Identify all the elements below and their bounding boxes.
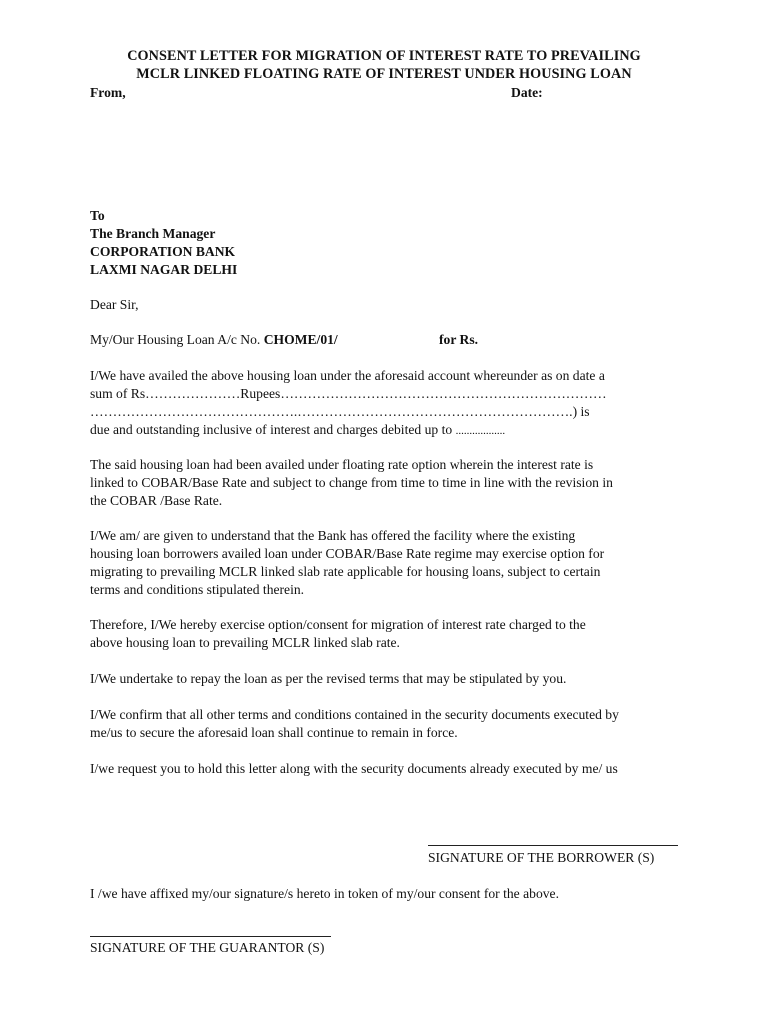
paragraph-2-line-2: linked to COBAR/Base Rate and subject to change from time to time in line with the revision in <box>90 475 613 490</box>
guarantor-signature-label: SIGNATURE OF THE GUARANTOR (S) <box>90 940 325 955</box>
date-label: Date: <box>511 85 543 100</box>
paragraph-3-line-4: terms and conditions stipulated therein. <box>90 582 305 597</box>
recipient-bank: CORPORATION BANK <box>90 244 236 259</box>
due-date-blank: .................. <box>455 425 506 437</box>
document-title-line-2: MCLR LINKED FLOATING RATE OF INTEREST UNDER HOUSING LOAN <box>136 66 632 82</box>
paragraph-1-line-3: ……………………………………….…………………………………………………….) is <box>90 404 590 419</box>
paragraph-2-line-3: the COBAR /Base Rate. <box>90 493 223 508</box>
paragraph-2-line-1: The said housing loan had been availed under floating rate option wherein the interest rate is <box>90 457 594 472</box>
loan-ref-prefix: My/Our Housing Loan A/c No. <box>90 332 264 347</box>
paragraph-7-line-1: I/we request you to hold this letter along with the security documents already executed by me/ us <box>90 761 618 776</box>
paragraph-1-line-4-text: due and outstanding inclusive of interest and charges debited up to <box>90 422 456 437</box>
paragraph-1-line-2: sum of Rs…………………Rupees……………………………………………………………… <box>90 386 607 401</box>
recipient-branch: LAXMI NAGAR DELHI <box>90 262 238 277</box>
borrower-signature-line <box>428 845 678 846</box>
loan-for-rs-label: for Rs. <box>439 332 479 347</box>
borrower-signature-label: SIGNATURE OF THE BORROWER (S) <box>428 850 655 865</box>
paragraph-5-line-1: I/We undertake to repay the loan as per the revised terms that may be stipulated by you. <box>90 671 567 686</box>
paragraph-4-line-2: above housing loan to prevailing MCLR linked slab rate. <box>90 635 400 650</box>
paragraph-3-line-2: housing loan borrowers availed loan under COBAR/Base Rate regime may exercise option for <box>90 546 605 561</box>
salutation: Dear Sir, <box>90 297 139 312</box>
guarantor-consent-statement: I /we have affixed my/our signature/s hereto in token of my/our consent for the above. <box>90 886 559 901</box>
paragraph-3-line-1: I/We am/ are given to understand that the Bank has offered the facility where the existing <box>90 528 576 543</box>
guarantor-signature-line <box>90 936 331 937</box>
paragraph-1-line-1: I/We have availed the above housing loan under the aforesaid account whereunder as on date a <box>90 368 605 383</box>
from-label: From, <box>90 85 126 100</box>
loan-reference-line <box>90 331 338 349</box>
recipient-designation: The Branch Manager <box>90 226 216 241</box>
paragraph-3-line-3: migrating to prevailing MCLR linked slab rate applicable for housing loans, subject to certain <box>90 564 601 579</box>
paragraph-6-line-1: I/We confirm that all other terms and conditions contained in the security documents executed by <box>90 707 619 722</box>
loan-account-number: CHOME/01/ <box>263 332 338 347</box>
paragraph-4-line-1: Therefore, I/We hereby exercise option/consent for migration of interest rate charged to the <box>90 617 586 632</box>
paragraph-6-line-2: me/us to secure the aforesaid loan shall continue to remain in force. <box>90 725 458 740</box>
document-title-line-1: CONSENT LETTER FOR MIGRATION OF INTEREST RATE TO PREVAILING <box>127 48 641 64</box>
paragraph-1-line-4 <box>90 421 505 440</box>
to-label: To <box>90 208 105 223</box>
